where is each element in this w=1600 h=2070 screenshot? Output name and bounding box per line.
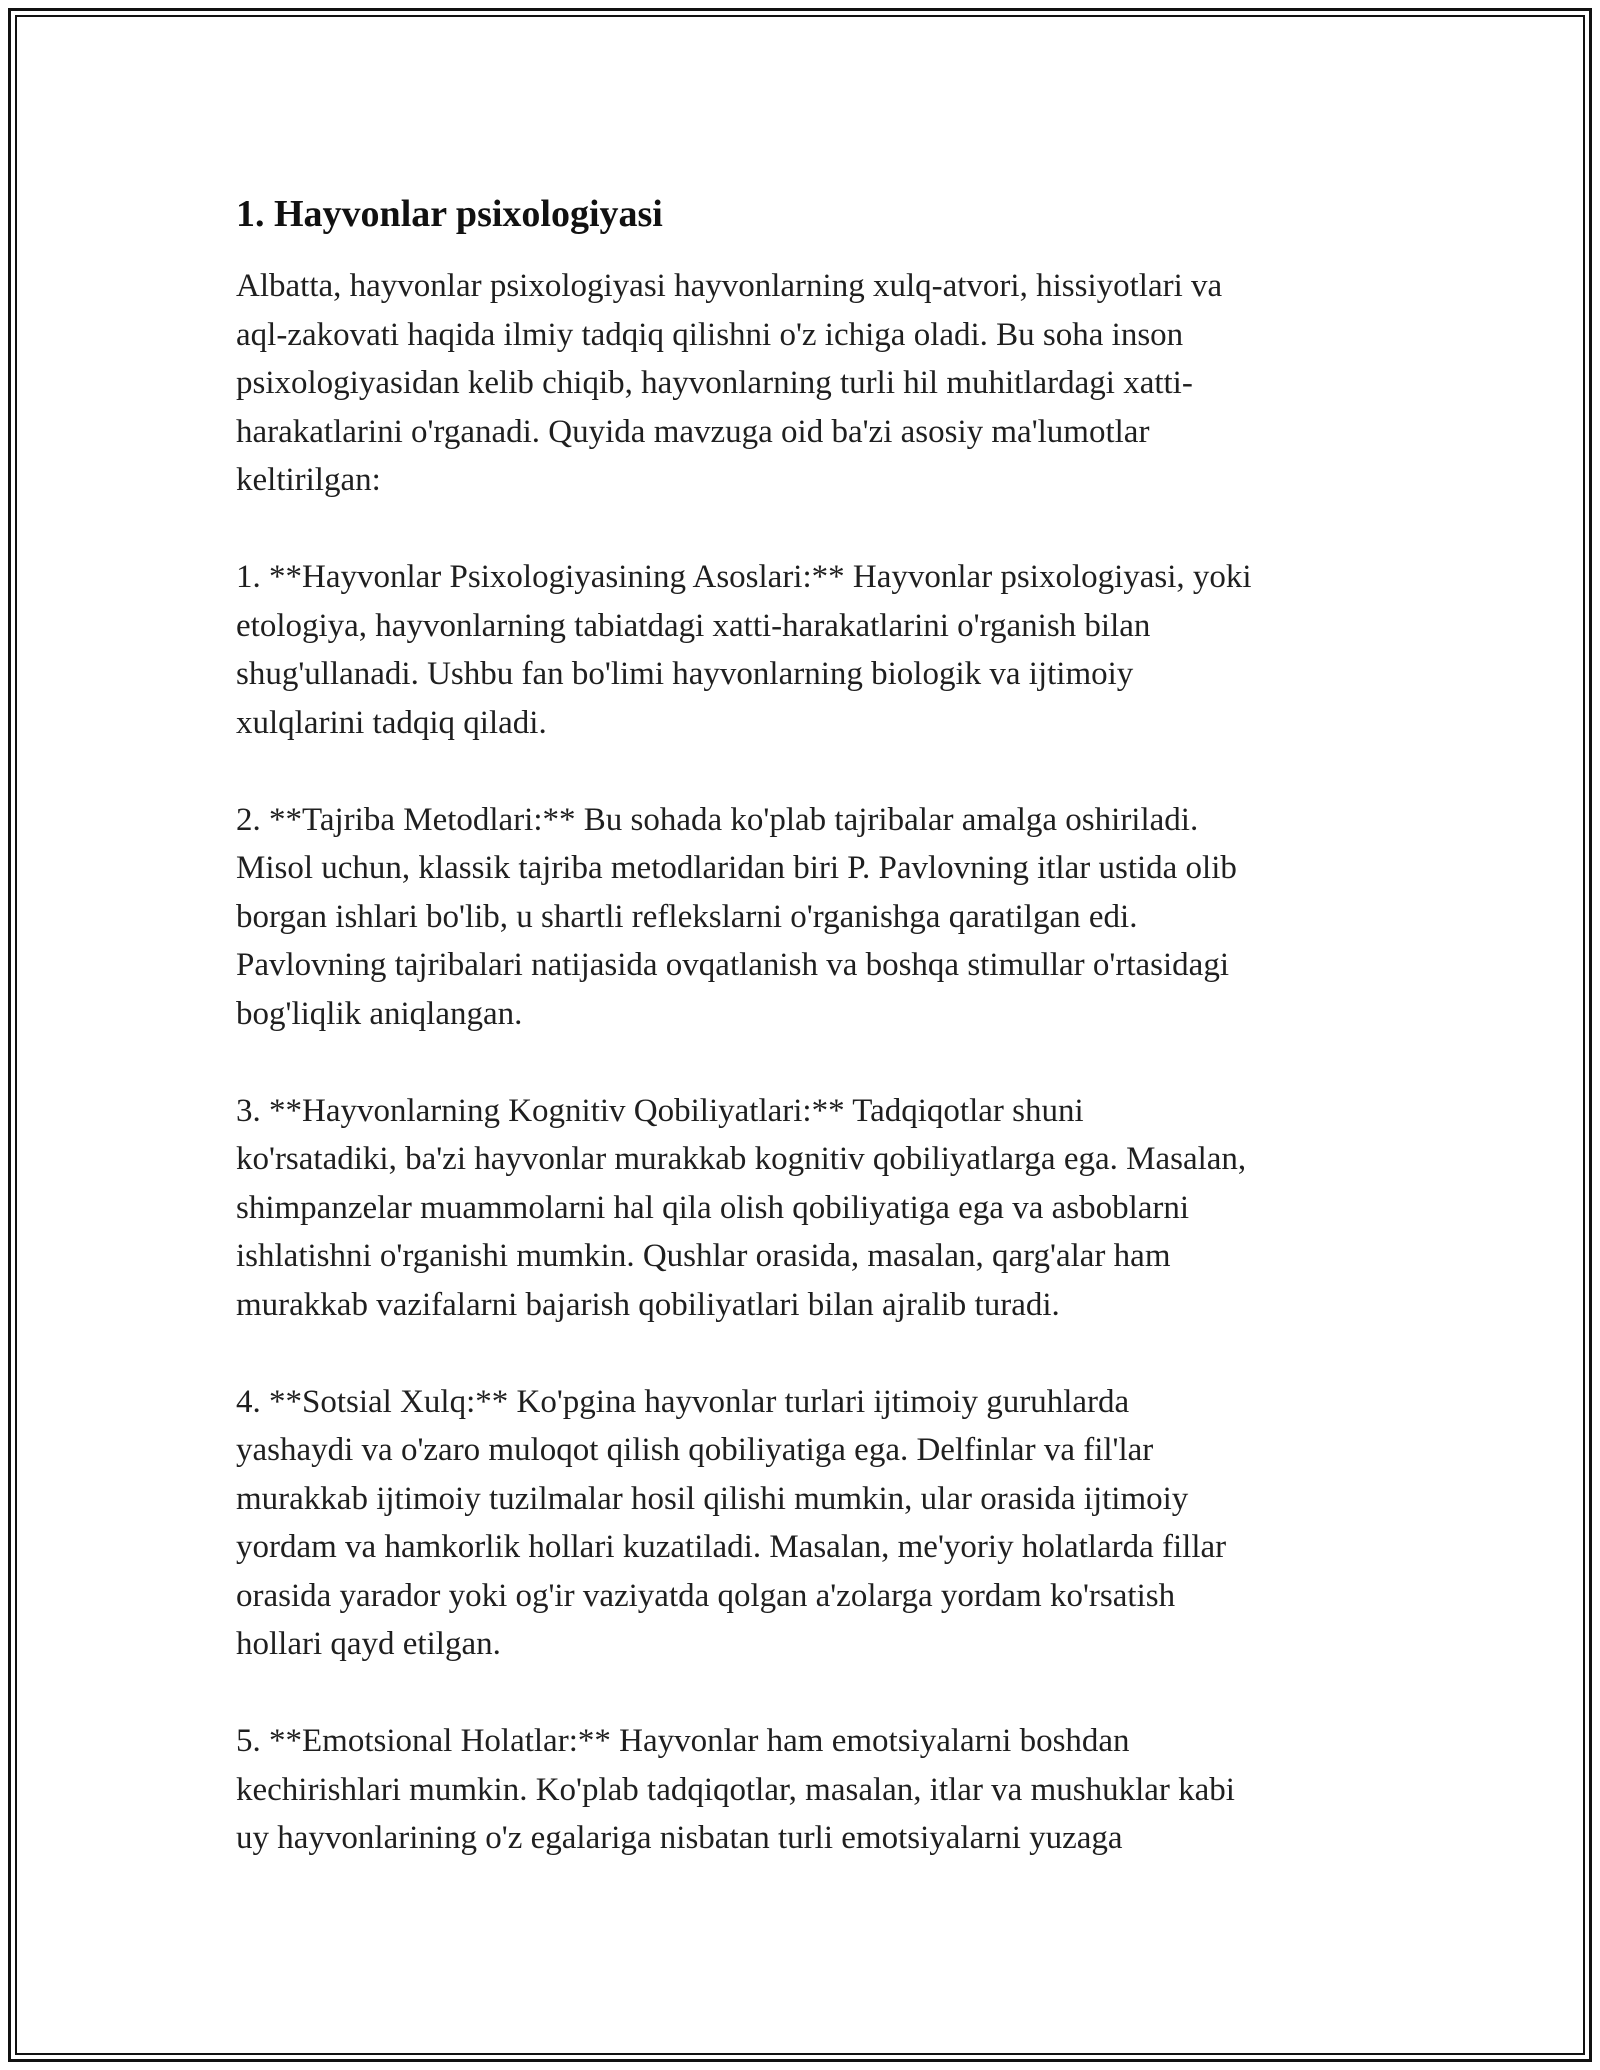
paragraph [236, 1087, 1376, 1330]
paragraph-line: 5. **Emotsional Holatlar:** Hayvonlar ham emotsiyalarni boshdan [236, 1723, 1130, 1759]
paragraph-line: harakatlarini o'rganadi. Quyida mavzuga oid ba'zi asosiy ma'lumotlar [236, 413, 1150, 450]
paragraph-line: 4. **Sotsial Xulq:** Ko'pgina hayvonlar turlari ijtimoiy guruhlarda [236, 1383, 1130, 1420]
paragraph-line: 2. **Tajriba Metodlari:** Bu sohada ko'plab tajribalar amalga oshiriladi. [236, 801, 1199, 838]
paragraph-line: bog'liqlik aniqlangan. [236, 995, 523, 1032]
paragraph-line: kechirishlari mumkin. Ko'plab tadqiqotlar, masalan, itlar va mushuklar kabi [236, 1771, 1235, 1808]
paragraph-line: Pavlovning tajribalari natijasida ovqatlanish va boshqa stimullar o'rtasidagi [236, 947, 1229, 983]
paragraph-line: orasida yarador yoki og'ir vaziyatda qolgan a'zolarga yordam ko'rsatish [236, 1577, 1176, 1614]
paragraph [236, 796, 1376, 1039]
document-title: 1. Hayvonlar psixologiyasi [236, 193, 663, 235]
paragraph-line: xulqlarini tadqiq qiladi. [236, 704, 547, 741]
paragraph-line: yordam va hamkorlik hollari kuzatiladi. Masalan, me'yoriy holatlarda fillar [236, 1529, 1227, 1565]
paragraph [236, 1378, 1376, 1669]
paragraph-line: shimpanzelar muammolarni hal qila olish qobiliyatiga ega va asboblarni [236, 1189, 1190, 1226]
document-page [236, 186, 1376, 1911]
paragraph-line: psixologiyasidan kelib chiqib, hayvonlarning turli hil muhitlardagi xatti- [236, 365, 1193, 401]
paragraph-line: ishlatishni o'rganishi mumkin. Qushlar orasida, masalan, qarg'alar ham [236, 1238, 1171, 1274]
paragraph-line: keltirilgan: [236, 462, 381, 498]
paragraph-line: Misol uchun, klassik tajriba metodlaridan biri P. Pavlovning itlar ustida olib [236, 850, 1237, 886]
paragraph-line: murakkab ijtimoiy tuzilmalar hosil qilishi mumkin, ular orasida ijtimoiy [236, 1480, 1189, 1517]
paragraph [236, 1717, 1376, 1863]
paragraph-line: yashaydi va o'zaro muloqot qilish qobiliyatiga ega. Delfinlar va fil'lar [236, 1432, 1154, 1468]
paragraph-line: 3. **Hayvonlarning Kognitiv Qobiliyatlari:** Tadqiqotlar shuni [236, 1092, 1084, 1129]
paragraph-line: hollari qayd etilgan. [236, 1626, 501, 1662]
paragraph-line: ko'rsatadiki, ba'zi hayvonlar murakkab kognitiv qobiliyatlarga ega. Masalan, [236, 1141, 1247, 1177]
paragraph-line: murakkab vazifalarni bajarish qobiliyatlari bilan ajralib turadi. [236, 1286, 1060, 1323]
paragraph-line: shug'ullanadi. Ushbu fan bo'limi hayvonlarning biologik va ijtimoiy [236, 656, 1134, 692]
paragraph-line: borgan ishlari bo'lib, u shartli reflekslarni o'rganishga qaratilgan edi. [236, 898, 1138, 935]
paragraph-line: uy hayvonlarining o'z egalariga nisbatan turli emotsiyalarni yuzaga [236, 1820, 1123, 1856]
paragraph-line: aql-zakovati haqida ilmiy tadqiq qilishni o'z ichiga oladi. Bu soha inson [236, 316, 1184, 353]
paragraph-line: Albatta, hayvonlar psixologiyasi hayvonlarning xulq-atvori, hissiyotlari va [236, 268, 1223, 304]
paragraph-line: etologiya, hayvonlarning tabiatdagi xatti-harakatlarini o'rganish bilan [236, 607, 1151, 644]
paragraph [236, 553, 1376, 747]
paragraph [236, 262, 1376, 505]
paragraph-line: 1. **Hayvonlar Psixologiyasining Asoslari:** Hayvonlar psixologiyasi, yoki [236, 559, 1252, 595]
document-body [236, 262, 1376, 1863]
